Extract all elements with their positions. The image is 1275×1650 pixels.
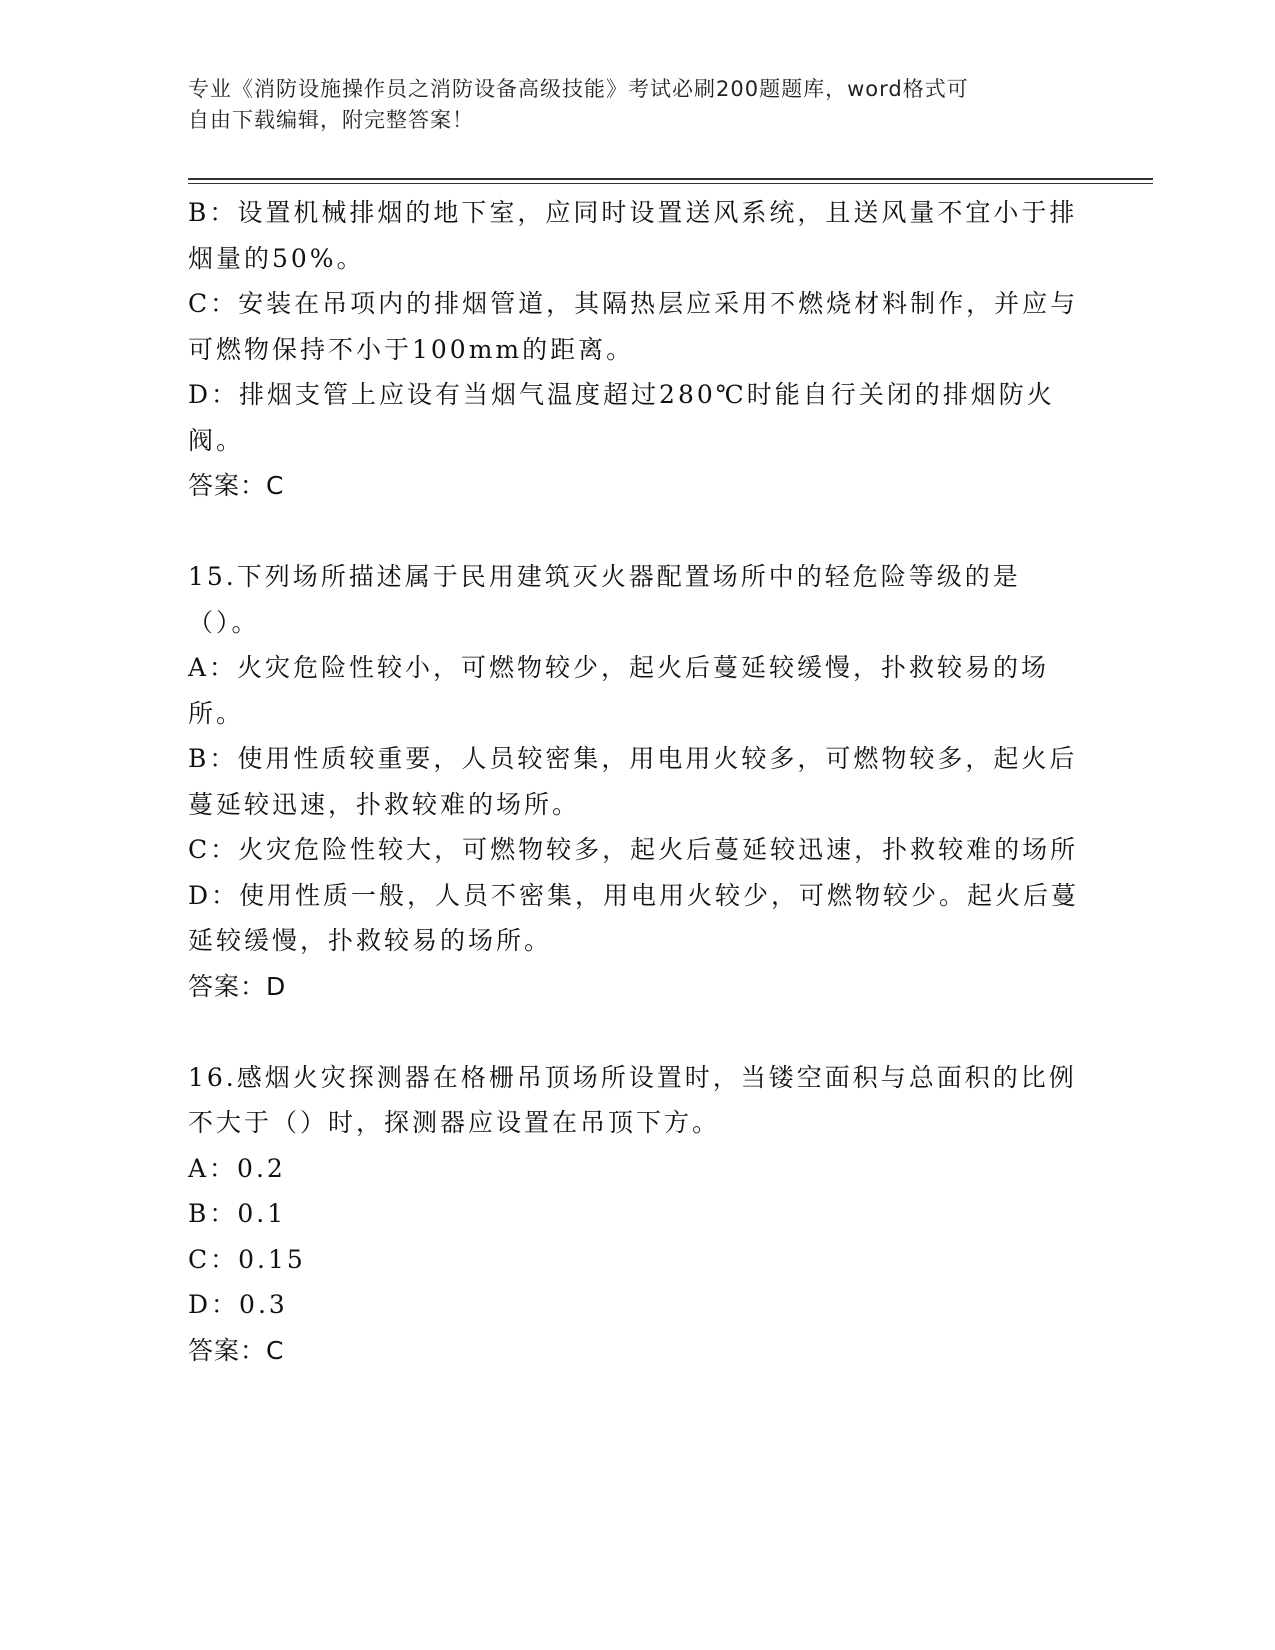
q14-option-c: C：安装在吊项内的排烟管道，其隔热层应采用不燃烧材料制作，并应与可燃物保持不小于100mm的距离。 — [188, 289, 1079, 364]
header-line-1: 专业《消防设施操作员之消防设备高级技能》考试必刷200题题库，word格式可 — [188, 77, 969, 101]
q16-option-d: D：0.3 — [188, 1290, 288, 1319]
q15-option-c: C：火灾危险性较大，可燃物较多，起火后蔓延较迅速，扑救较难的场所 — [188, 835, 1079, 864]
q14-option-d: D：排烟支管上应设有当烟气温度超过280℃时能自行关闭的排烟防火阀。 — [188, 380, 1055, 455]
q15-option-b: B：使用性质较重要，人员较密集，用电用火较多，可燃物较多，起火后蔓延较迅速，扑救较难的场所。 — [188, 744, 1078, 819]
q15-option-d: D：使用性质一般，人员不密集，用电用火较少，可燃物较少。起火后蔓延较缓慢，扑救较易的场所。 — [188, 880, 1080, 955]
document-body — [188, 190, 1088, 1419]
header-rule-thick — [188, 178, 1153, 180]
header-rule-thin — [188, 183, 1153, 184]
q16-option-b: B：0.1 — [188, 1199, 287, 1228]
q14-answer: 答案：C — [188, 471, 285, 500]
q16-option-c: C：0.15 — [188, 1244, 306, 1274]
q14-option-b: B：设置机械排烟的地下室，应同时设置送风系统，且送风量不宜小于排烟量的50%。 — [188, 198, 1078, 273]
question-16 — [188, 1055, 1088, 1374]
q15-stem: 15.下列场所描述属于民用建筑灭火器配置场所中的轻危险等级的是（）。 — [188, 562, 1021, 637]
question-15 — [188, 554, 1088, 1009]
q15-answer: 答案：D — [188, 971, 287, 1001]
q16-option-a: A：0.2 — [188, 1153, 286, 1183]
document-header — [188, 74, 1068, 136]
q15-option-a: A：火灾危险性较小，可燃物较少，起火后蔓延较缓慢，扑救较易的场所。 — [188, 653, 1050, 728]
header-line-2: 自由下载编辑，附完整答案！ — [188, 108, 474, 132]
q16-answer: 答案：C — [188, 1335, 285, 1365]
q16-stem: 16.感烟火灾探测器在格栅吊顶场所设置时，当镂空面积与总面积的比例不大于（）时，探测器应设置在吊顶下方。 — [188, 1062, 1077, 1137]
question-14 — [188, 190, 1088, 509]
